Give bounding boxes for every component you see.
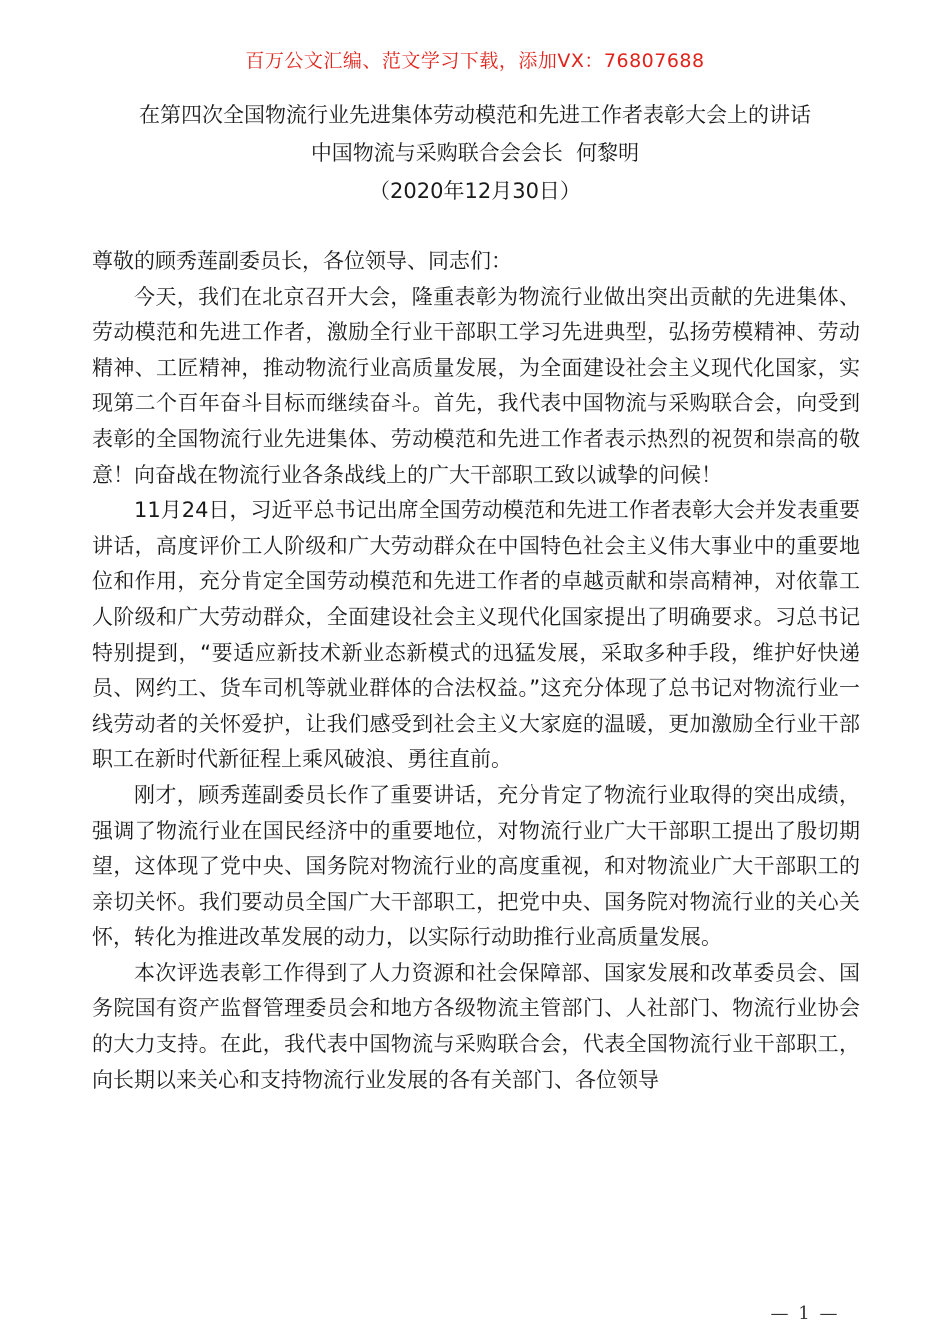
speaker-line: 中国物流与采购联合会会长 何黎明 <box>310 141 640 165</box>
page-number: — 1 — <box>770 1303 840 1324</box>
paragraph: 11月24日，习近平总书记出席全国劳动模范和先进工作者表彰大会并发表重要讲话，高度评价工人阶级和广大劳动群众在中国特色社会主义伟大事业中的重要地位和作用，充分肯定全国劳动模范和先进工作者的卓越贡献和崇高精神，对依靠工人阶级和广大劳动群众，全面建设社会主义现代化国家提出了明确要求。习总书记特别提到，“要适应新技术新业态新模式的迅猛发展，采取多种手段，维护好快递员、网约工、货车司机等就业群体的合法权益。”这充分体现了总书记对物流行业一线劳动者的关怀爱护，让我们感受到社会主义大家庭的温暖，更加激励全行业干部职工在新时代新征程上乘风破浪、勇往直前。 <box>92 498 860 772</box>
paragraph: 本次评选表彰工作得到了人力资源和社会保障部、国家发展和改革委员会、国务院国有资产监督管理委员会和地方各级物流主管部门、人社部门、物流行业协会的大力支持。在此，我代表中国物流与采购联合会，代表全国物流行业干部职工，向长期以来关心和支持物流行业发展的各有关部门、各位领导 <box>92 960 860 1092</box>
watermark-header: 百万公文汇编、范文学习下载，添加VX：76807688 <box>245 50 705 72</box>
title-block <box>0 96 950 210</box>
paragraph: 今天，我们在北京召开大会，隆重表彰为物流行业做出突出贡献的先进集体、劳动模范和先进工作者，激励全行业干部职工学习先进典型，弘扬劳模精神、劳动精神、工匠精神，推动物流行业高质量发展，为全面建设社会主义现代化国家，实现第二个百年奋斗目标而继续奋斗。首先，我代表中国物流与采购联合会，向受到表彰的全国物流行业先进集体、劳动模范和先进工作者表示热烈的祝贺和崇高的敬意！向奋战在物流行业各条战线上的广大干部职工致以诚挚的问候！ <box>92 284 860 487</box>
salutation: 尊敬的顾秀莲副委员长，各位领导、同志们： <box>92 249 512 273</box>
speech-body <box>92 244 860 1098</box>
speech-title: 在第四次全国物流行业先进集体劳动模范和先进工作者表彰大会上的讲话 <box>139 103 811 127</box>
speech-date: （2020年12月30日） <box>369 179 581 203</box>
paragraph: 刚才，顾秀莲副委员长作了重要讲话，充分肯定了物流行业取得的突出成绩，强调了物流行业在国民经济中的重要地位，对物流行业广大干部职工提出了殷切期望，这体现了党中央、国务院对物流行业的高度重视，和对物流业广大干部职工的亲切关怀。我们要动员全国广大干部职工，把党中央、国务院对物流行业的关心关怀，转化为推进改革发展的动力，以实际行动助推行业高质量发展。 <box>92 782 860 950</box>
